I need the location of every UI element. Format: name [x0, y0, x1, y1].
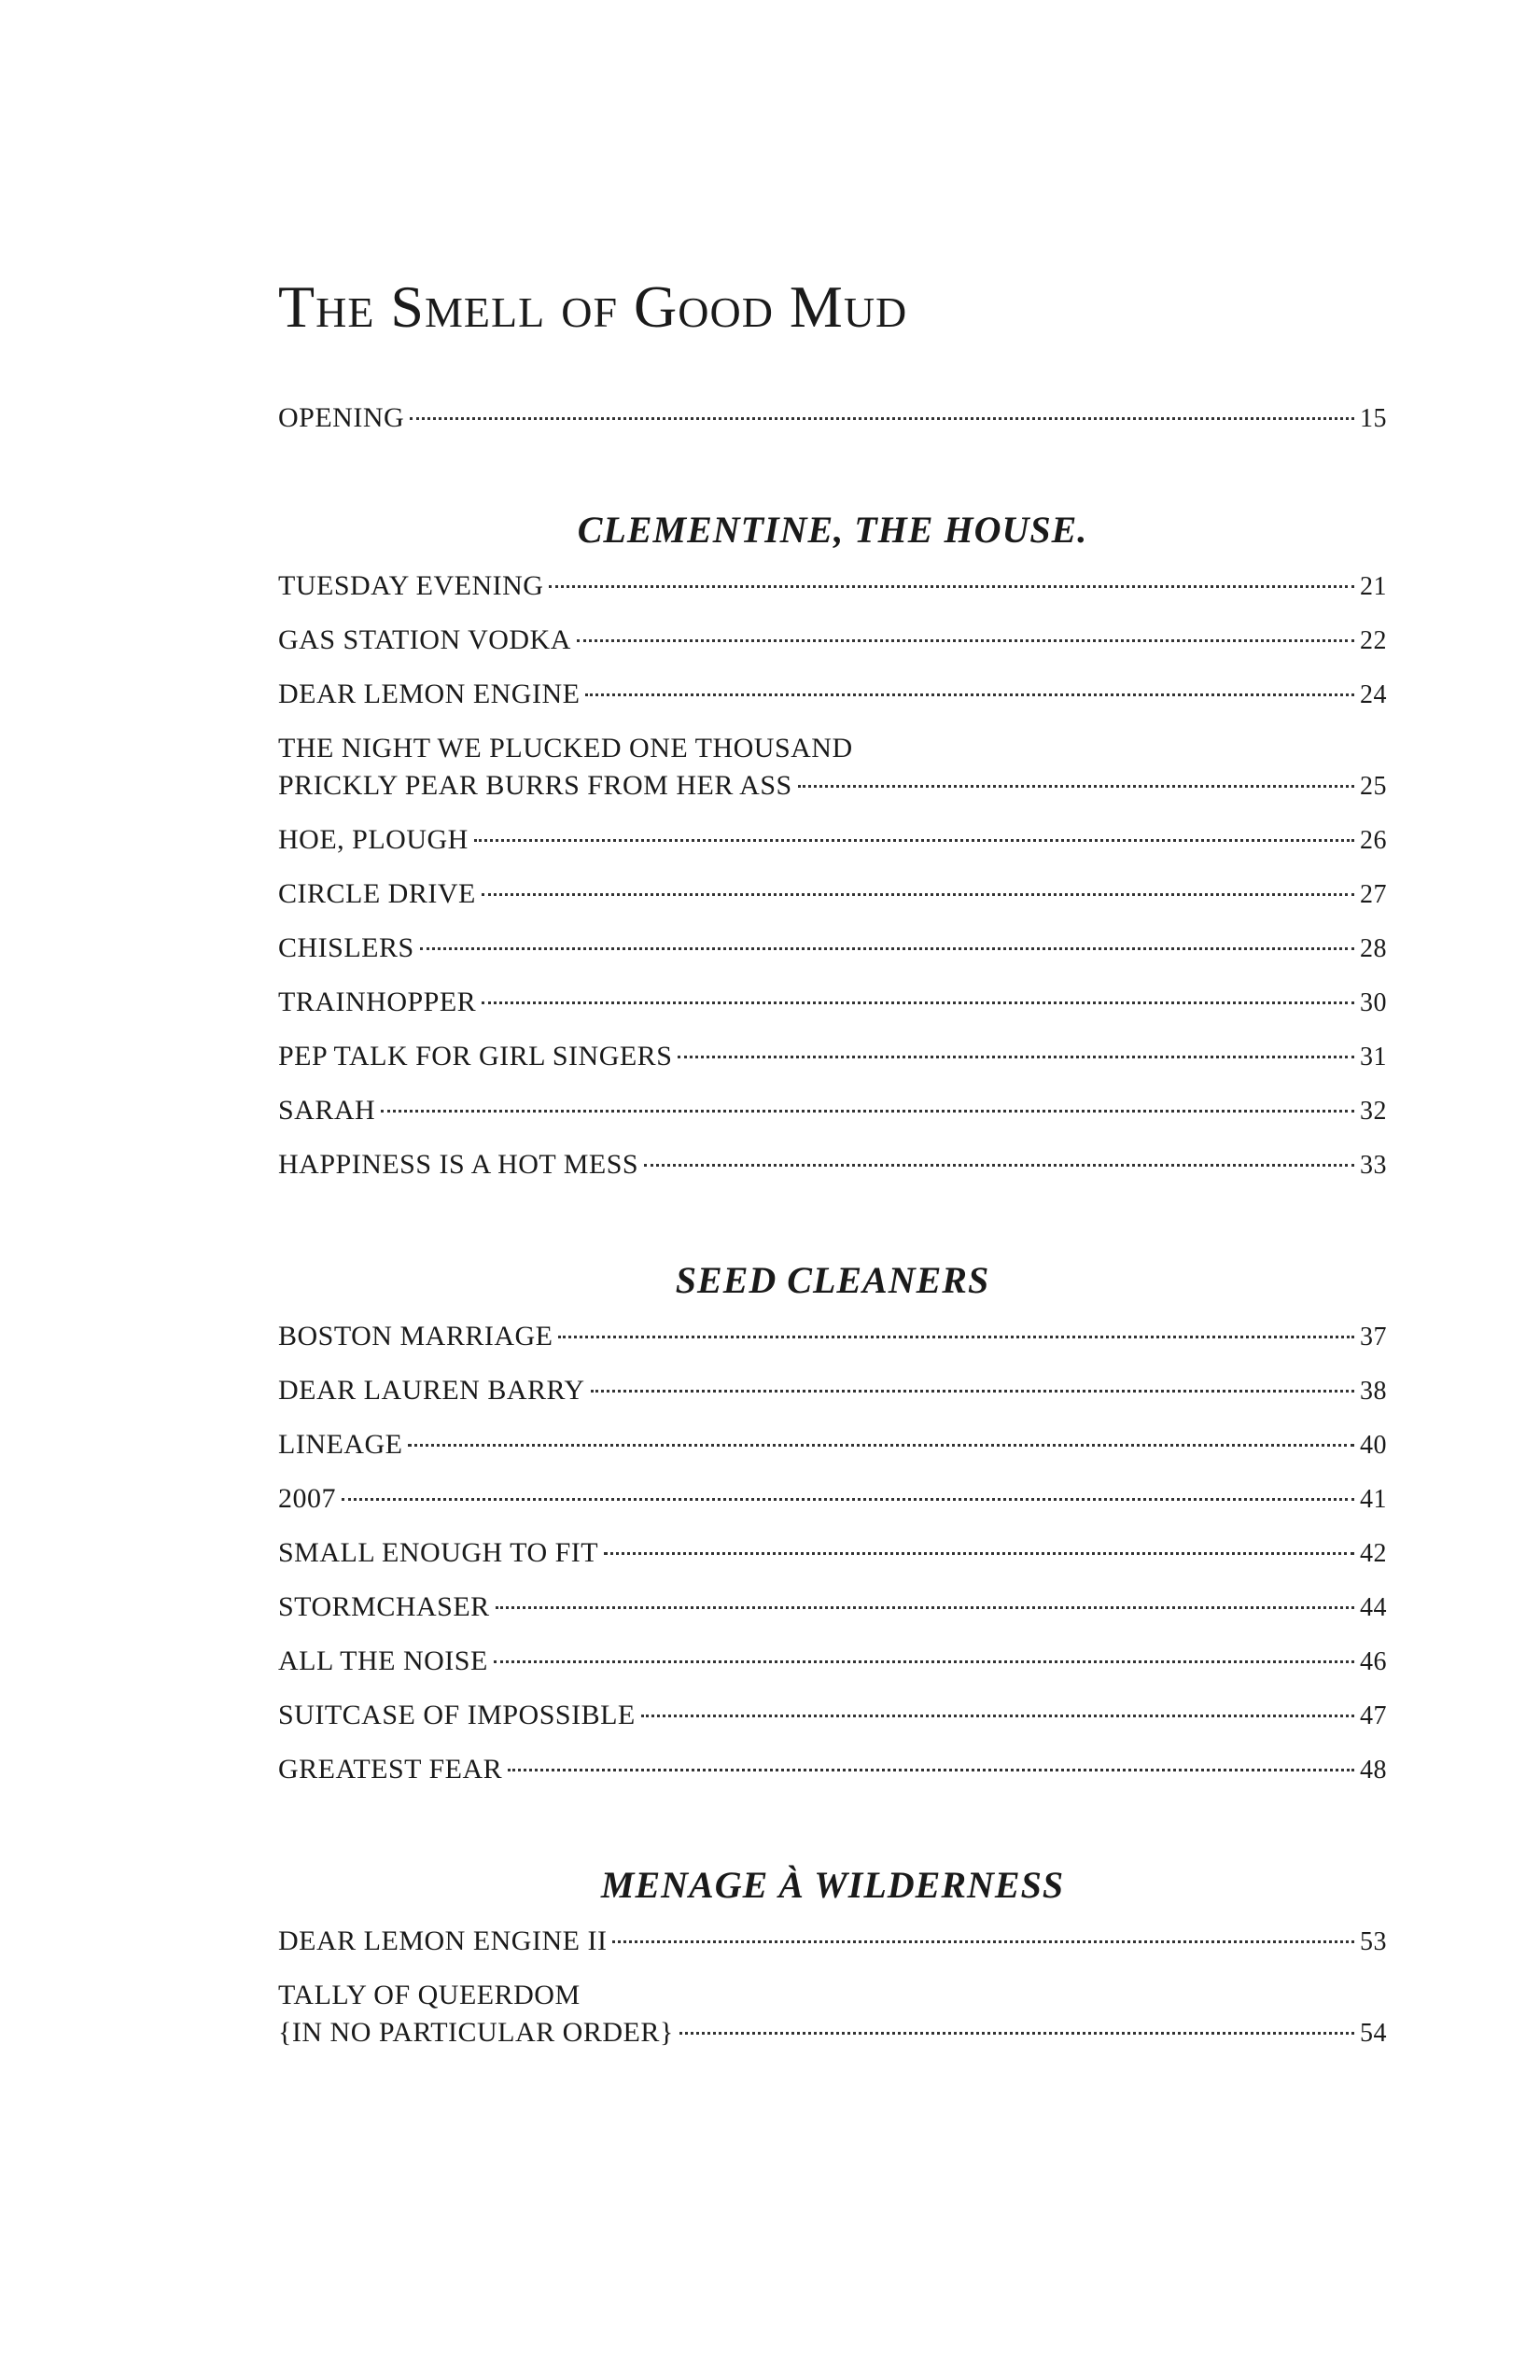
toc-entry-label: SMALL ENOUGH TO FIT [278, 1537, 599, 1568]
toc-entry[interactable] [278, 875, 1387, 914]
toc-entry-label: LINEAGE [278, 1429, 403, 1460]
toc-entry-label: ALL THE NOISE [278, 1645, 488, 1676]
toc-entry-label: PRICKLY PEAR BURRS FROM HER ASS [278, 770, 792, 801]
dot-leader [798, 785, 1354, 788]
dot-leader [494, 1660, 1354, 1663]
toc-entry-label: PEP TALK FOR GIRL SINGERS [278, 1041, 673, 1071]
toc-entry-page: 22 [1360, 626, 1387, 655]
toc-entry-page: 28 [1360, 934, 1387, 963]
dot-leader [508, 1769, 1354, 1771]
toc-entry-page: 26 [1360, 826, 1387, 855]
toc-entry[interactable] [278, 1697, 1387, 1735]
toc-entry-page: 46 [1360, 1647, 1387, 1676]
toc-entry-page: 15 [1360, 404, 1387, 433]
dot-leader [644, 1164, 1354, 1167]
dot-leader [558, 1336, 1354, 1338]
toc-entry-label: OPENING [278, 402, 405, 433]
toc-entry-label: 2007 [278, 1483, 336, 1514]
toc-entry-page: 54 [1360, 2019, 1387, 2048]
dot-leader [496, 1606, 1354, 1609]
toc-entry[interactable] [278, 1589, 1387, 1627]
toc-entry-page: 27 [1360, 880, 1387, 909]
toc-entry-label: CHISLERS [278, 932, 414, 963]
toc-entry-label-line1: TALLY OF QUEERDOM [278, 1980, 581, 2010]
toc-entry-label: CIRCLE DRIVE [278, 878, 476, 909]
book-title: THE SMELL OF GOOD MUD [278, 273, 908, 340]
toc-entry[interactable] [278, 1643, 1387, 1681]
toc-entry[interactable] [278, 1146, 1387, 1184]
dot-leader [585, 693, 1354, 696]
toc-entry-page: 41 [1360, 1485, 1387, 1514]
toc-entry-label-line1: THE NIGHT WE PLUCKED ONE THOUSAND [278, 733, 853, 763]
toc-entry[interactable] [278, 1038, 1387, 1076]
toc-entry-label: {IN NO PARTICULAR ORDER} [278, 2017, 674, 2048]
toc-entry[interactable] [278, 821, 1387, 860]
dot-leader [679, 2032, 1354, 2035]
dot-leader [577, 639, 1354, 642]
toc-entry[interactable] [278, 930, 1387, 968]
toc-entry-label: BOSTON MARRIAGE [278, 1321, 553, 1351]
dot-leader [591, 1390, 1354, 1393]
toc-entry-opening[interactable] [278, 399, 1387, 438]
toc-entry[interactable] [278, 1977, 1387, 2052]
toc-entry-label: GAS STATION VODKA [278, 624, 571, 655]
toc-entry-label: HOE, PLOUGH [278, 824, 469, 855]
toc-entry-page: 33 [1360, 1151, 1387, 1180]
toc-entry[interactable] [278, 1480, 1387, 1519]
toc-entry[interactable] [278, 622, 1387, 660]
toc-entry-page: 32 [1360, 1097, 1387, 1126]
toc-entry-page: 53 [1360, 1927, 1387, 1956]
toc-entry[interactable] [278, 676, 1387, 714]
toc-entry[interactable] [278, 1372, 1387, 1410]
section-heading: MENAGE À WILDERNESS [600, 1864, 1065, 1906]
toc-entry-label: DEAR LEMON ENGINE II [278, 1925, 608, 1956]
toc-entry-label: STORMCHASER [278, 1591, 490, 1622]
dot-leader [420, 947, 1354, 950]
dot-leader [410, 417, 1354, 420]
toc-entry-label: TRAINHOPPER [278, 987, 477, 1017]
dot-leader [641, 1715, 1354, 1717]
toc-entry[interactable] [278, 730, 1387, 805]
toc-entry-label: DEAR LAUREN BARRY [278, 1375, 585, 1406]
toc-entry[interactable] [278, 1318, 1387, 1356]
dot-leader [612, 1940, 1354, 1943]
toc-entry-page: 30 [1360, 988, 1387, 1017]
toc-entry[interactable] [278, 1534, 1387, 1573]
toc-entry-page: 44 [1360, 1593, 1387, 1622]
toc-entry[interactable] [278, 984, 1387, 1022]
toc-entry-page: 37 [1360, 1323, 1387, 1351]
section-heading: CLEMENTINE, THE HOUSE. [577, 509, 1088, 551]
toc-entry-page: 47 [1360, 1701, 1387, 1730]
toc-entry-page: 40 [1360, 1431, 1387, 1460]
dot-leader [342, 1498, 1354, 1501]
section-heading: SEED CLEANERS [675, 1259, 990, 1301]
toc-entry-label: SARAH [278, 1095, 376, 1126]
dot-leader [604, 1552, 1354, 1555]
toc-entry-label: TUESDAY EVENING [278, 570, 544, 601]
toc-entry-label: GREATEST FEAR [278, 1754, 503, 1785]
toc-entry-page: 24 [1360, 680, 1387, 709]
toc-entry-label: SUITCASE OF IMPOSSIBLE [278, 1700, 636, 1730]
dot-leader [408, 1444, 1354, 1447]
toc-entry-page: 38 [1360, 1377, 1387, 1406]
toc-entry[interactable] [278, 1751, 1387, 1789]
toc-entry[interactable] [278, 1426, 1387, 1464]
dot-leader [381, 1110, 1354, 1113]
toc-entry-page: 42 [1360, 1539, 1387, 1568]
toc-entry-page: 21 [1360, 572, 1387, 601]
toc-entry-page: 25 [1360, 772, 1387, 801]
dot-leader [678, 1056, 1354, 1058]
toc-entry[interactable] [278, 1092, 1387, 1130]
toc-entry[interactable] [278, 1923, 1387, 1961]
dot-leader [482, 1001, 1354, 1004]
toc-entry-label: DEAR LEMON ENGINE [278, 679, 581, 709]
toc-entry-label: HAPPINESS IS A HOT MESS [278, 1149, 639, 1180]
dot-leader [482, 893, 1354, 896]
toc-entry-page: 31 [1360, 1043, 1387, 1071]
dot-leader [474, 839, 1354, 842]
dot-leader [549, 585, 1354, 588]
toc-entry-page: 48 [1360, 1756, 1387, 1785]
toc-entry[interactable] [278, 567, 1387, 606]
